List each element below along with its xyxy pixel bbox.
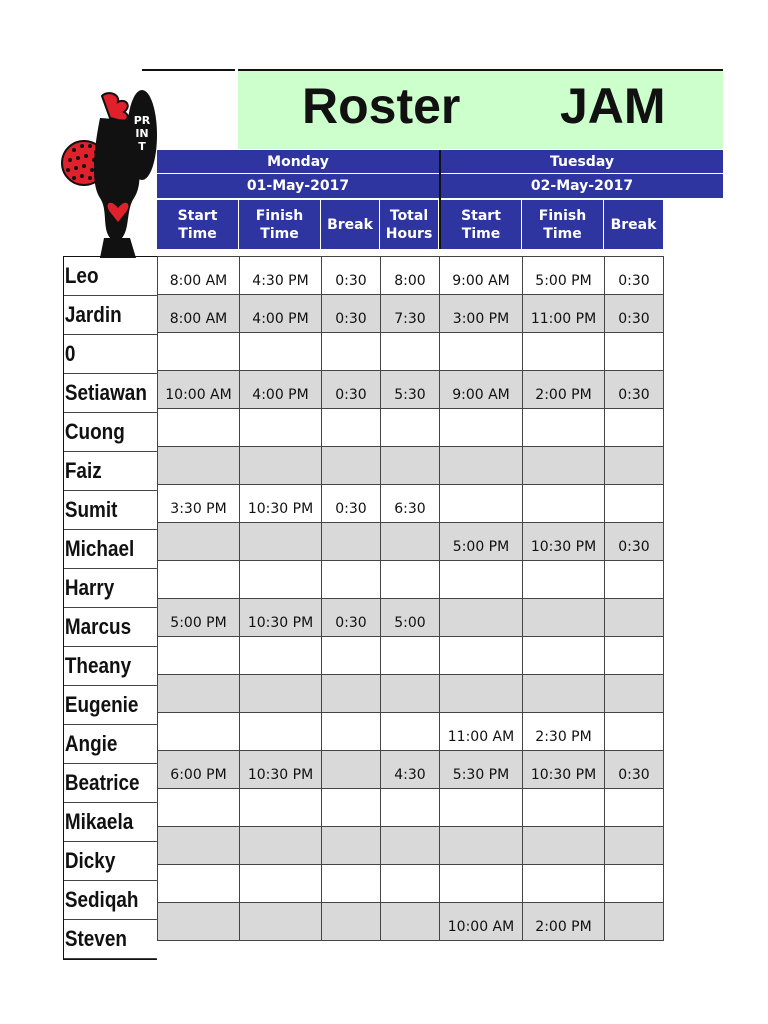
tuesday-start-cell[interactable] (440, 447, 523, 485)
table-row (158, 599, 664, 637)
monday-total-cell[interactable] (381, 333, 440, 371)
tuesday-start-cell[interactable] (440, 599, 523, 637)
tuesday-finish-cell[interactable] (523, 485, 605, 523)
tuesday-start-cell[interactable] (440, 865, 523, 903)
staff-name[interactable]: Mikaela (64, 803, 157, 842)
logo-text-line-2: IN (135, 127, 149, 140)
tuesday-break-cell[interactable] (605, 637, 664, 675)
tuesday-start-cell[interactable] (440, 637, 523, 675)
tuesday-finish-cell[interactable] (523, 409, 605, 447)
table-row (158, 447, 664, 485)
monday-start-cell[interactable]: 10:00 AM (158, 371, 240, 409)
monday-break-cell[interactable] (322, 713, 381, 751)
table-row (158, 561, 664, 599)
monday-total-cell[interactable] (381, 561, 440, 599)
monday-start-cell[interactable] (158, 637, 240, 675)
monday-total-cell[interactable] (381, 713, 440, 751)
tuesday-start-cell[interactable]: 3:00 PM (440, 295, 523, 333)
tuesday-break-cell[interactable]: 0:30 (605, 257, 664, 295)
staff-name[interactable]: Angie (64, 725, 157, 764)
monday-finish-cell[interactable] (240, 713, 322, 751)
tuesday-finish-time-header: Finish Time (522, 200, 604, 249)
monday-total-cell[interactable] (381, 865, 440, 903)
monday-finish-cell[interactable]: 10:30 PM (240, 599, 322, 637)
tuesday-break-cell[interactable] (605, 485, 664, 523)
tuesday-break-cell[interactable] (605, 409, 664, 447)
staff-name[interactable]: Faiz (64, 452, 157, 491)
staff-name[interactable]: Harry (64, 569, 157, 608)
staff-name[interactable]: Dicky (64, 842, 157, 881)
monday-total-cell[interactable] (381, 789, 440, 827)
monday-break-cell[interactable] (322, 523, 381, 561)
tuesday-break-cell[interactable] (605, 713, 664, 751)
staff-name-row (64, 569, 157, 608)
monday-total-cell[interactable] (381, 903, 440, 941)
tuesday-finish-cell[interactable] (523, 637, 605, 675)
tuesday-break-cell[interactable]: 0:30 (605, 523, 664, 561)
monday-finish-cell[interactable]: 10:30 PM (240, 485, 322, 523)
tuesday-start-cell[interactable] (440, 789, 523, 827)
staff-name-row (64, 335, 157, 374)
tuesday-finish-cell[interactable]: 5:00 PM (523, 257, 605, 295)
staff-name-row (64, 764, 157, 803)
monday-finish-cell[interactable] (240, 523, 322, 561)
staff-name-column (63, 256, 157, 960)
staff-name-row (64, 491, 157, 530)
tuesday-finish-cell[interactable] (523, 599, 605, 637)
tuesday-finish-cell[interactable]: 10:30 PM (523, 751, 605, 789)
monday-finish-cell[interactable] (240, 409, 322, 447)
tuesday-start-cell[interactable] (440, 485, 523, 523)
monday-start-cell[interactable] (158, 713, 240, 751)
monday-finish-cell[interactable] (240, 789, 322, 827)
staff-name[interactable]: 0 (64, 335, 157, 374)
tuesday-finish-cell[interactable] (523, 789, 605, 827)
tuesday-break-cell[interactable] (605, 827, 664, 865)
tuesday-break-cell[interactable] (605, 333, 664, 371)
tuesday-break-cell[interactable] (605, 447, 664, 485)
table-row (158, 865, 664, 903)
roster-table (157, 256, 664, 941)
monday-start-cell[interactable]: 8:00 AM (158, 295, 240, 333)
monday-break-cell[interactable] (322, 865, 381, 903)
table-row (158, 903, 664, 941)
monday-total-hours-header: Total Hours (380, 200, 439, 249)
monday-break-cell[interactable]: 0:30 (322, 257, 381, 295)
staff-name-row (64, 452, 157, 491)
monday-start-cell[interactable]: 5:00 PM (158, 599, 240, 637)
monday-total-cell[interactable] (381, 523, 440, 561)
monday-break-cell[interactable] (322, 447, 381, 485)
staff-name[interactable]: Sediqah (64, 881, 157, 920)
monday-break-cell[interactable]: 0:30 (322, 485, 381, 523)
tuesday-finish-cell[interactable]: 2:00 PM (523, 903, 605, 941)
monday-start-cell[interactable] (158, 561, 240, 599)
staff-name-row (64, 257, 157, 296)
monday-finish-cell[interactable] (240, 903, 322, 941)
monday-break-cell[interactable] (322, 903, 381, 941)
monday-break-cell[interactable] (322, 751, 381, 789)
tuesday-finish-cell[interactable] (523, 827, 605, 865)
monday-total-cell[interactable]: 5:30 (381, 371, 440, 409)
tuesday-finish-cell[interactable]: 11:00 PM (523, 295, 605, 333)
staff-name-row (64, 842, 157, 881)
table-row (158, 409, 664, 447)
monday-finish-cell[interactable]: 4:00 PM (240, 295, 322, 333)
monday-date-header: 01-May-2017 (157, 174, 439, 198)
monday-start-time-header: Start Time (157, 200, 239, 249)
tuesday-finish-cell[interactable] (523, 561, 605, 599)
logo-text-line-3: T (138, 140, 146, 153)
tuesday-break-cell[interactable] (605, 599, 664, 637)
monday-total-cell[interactable]: 4:30 (381, 751, 440, 789)
tuesday-finish-cell[interactable]: 2:00 PM (523, 371, 605, 409)
tuesday-date-header: 02-May-2017 (441, 174, 723, 198)
monday-start-cell[interactable] (158, 789, 240, 827)
staff-name-row (64, 647, 157, 686)
monday-start-cell[interactable] (158, 675, 240, 713)
monday-total-cell[interactable] (381, 409, 440, 447)
staff-name-row (64, 413, 157, 452)
monday-total-cell[interactable]: 8:00 (381, 257, 440, 295)
table-row (158, 789, 664, 827)
roster-title: Roster (302, 78, 461, 134)
monday-break-cell[interactable]: 0:30 (322, 295, 381, 333)
monday-start-cell[interactable] (158, 523, 240, 561)
monday-break-cell[interactable] (322, 561, 381, 599)
monday-break-cell[interactable]: 0:30 (322, 371, 381, 409)
monday-start-cell[interactable]: 6:00 PM (158, 751, 240, 789)
logo-text-line-1: PR (133, 114, 151, 127)
monday-total-cell[interactable] (381, 637, 440, 675)
staff-name-row (64, 881, 157, 920)
staff-name[interactable]: Steven (64, 920, 157, 959)
tuesday-finish-cell[interactable] (523, 333, 605, 371)
tuesday-start-cell[interactable]: 11:00 AM (440, 713, 523, 751)
table-row (158, 257, 664, 295)
staff-name-row (64, 920, 157, 959)
monday-total-cell[interactable] (381, 827, 440, 865)
monday-start-cell[interactable] (158, 447, 240, 485)
monday-break-cell[interactable] (322, 333, 381, 371)
staff-name[interactable]: Marcus (64, 608, 157, 647)
tuesday-start-time-header: Start Time (441, 200, 522, 249)
tuesday-finish-cell[interactable] (523, 865, 605, 903)
staff-name-row (64, 296, 157, 335)
monday-finish-cell[interactable] (240, 637, 322, 675)
logo-print-label (130, 114, 154, 153)
staff-name[interactable]: Michael (64, 530, 157, 569)
table-row (158, 675, 664, 713)
staff-name[interactable]: Sumit (64, 491, 157, 530)
monday-finish-cell[interactable]: 10:30 PM (240, 751, 322, 789)
table-row (158, 333, 664, 371)
monday-total-cell[interactable]: 7:30 (381, 295, 440, 333)
monday-start-cell[interactable]: 8:00 AM (158, 257, 240, 295)
tuesday-start-cell[interactable] (440, 827, 523, 865)
staff-name[interactable]: Eugenie (64, 686, 157, 725)
monday-break-cell[interactable] (322, 789, 381, 827)
table-row (158, 637, 664, 675)
tuesday-break-cell[interactable]: 0:30 (605, 751, 664, 789)
tuesday-break-header: Break (604, 200, 663, 249)
staff-name[interactable]: Beatrice (64, 764, 157, 803)
tuesday-finish-cell[interactable] (523, 447, 605, 485)
tuesday-start-cell[interactable]: 9:00 AM (440, 257, 523, 295)
monday-finish-cell[interactable] (240, 561, 322, 599)
tuesday-start-cell[interactable]: 5:00 PM (440, 523, 523, 561)
staff-name[interactable]: Jardin (64, 296, 157, 335)
monday-finish-cell[interactable]: 4:00 PM (240, 371, 322, 409)
monday-break-cell[interactable]: 0:30 (322, 599, 381, 637)
monday-break-header: Break (321, 200, 380, 249)
tuesday-start-cell[interactable] (440, 675, 523, 713)
tuesday-day-header: Tuesday (441, 150, 723, 174)
tuesday-start-cell[interactable]: 10:00 AM (440, 903, 523, 941)
monday-total-cell[interactable]: 6:30 (381, 485, 440, 523)
staff-name-row (64, 686, 157, 725)
monday-break-cell[interactable] (322, 637, 381, 675)
monday-total-cell[interactable] (381, 447, 440, 485)
tuesday-break-cell[interactable]: 0:30 (605, 371, 664, 409)
tuesday-start-cell[interactable] (440, 333, 523, 371)
tuesday-start-cell[interactable] (440, 409, 523, 447)
tuesday-break-cell[interactable] (605, 865, 664, 903)
tuesday-break-cell[interactable] (605, 789, 664, 827)
table-row (158, 827, 664, 865)
top-rule (142, 69, 235, 71)
tuesday-start-cell[interactable]: 5:30 PM (440, 751, 523, 789)
staff-name-row (64, 530, 157, 569)
staff-name-row (64, 803, 157, 842)
monday-finish-cell[interactable] (240, 827, 322, 865)
monday-finish-cell[interactable] (240, 865, 322, 903)
table-row (158, 485, 664, 523)
tuesday-start-cell[interactable]: 9:00 AM (440, 371, 523, 409)
table-row (158, 295, 664, 333)
roster-title-suffix: JAM (560, 78, 666, 134)
tuesday-break-cell[interactable]: 0:30 (605, 295, 664, 333)
staff-name-row (64, 608, 157, 647)
monday-total-cell[interactable] (381, 675, 440, 713)
monday-finish-cell[interactable] (240, 447, 322, 485)
monday-break-cell[interactable] (322, 675, 381, 713)
monday-finish-time-header: Finish Time (239, 200, 321, 249)
monday-start-cell[interactable] (158, 903, 240, 941)
staff-name-row (64, 374, 157, 413)
staff-name[interactable]: Setiawan (64, 374, 157, 413)
tuesday-finish-cell[interactable]: 10:30 PM (523, 523, 605, 561)
monday-start-cell[interactable] (158, 409, 240, 447)
tuesday-break-cell[interactable] (605, 561, 664, 599)
monday-break-cell[interactable] (322, 827, 381, 865)
staff-name[interactable]: Leo (64, 257, 157, 296)
monday-day-header: Monday (157, 150, 439, 174)
monday-finish-cell[interactable] (240, 675, 322, 713)
table-row (158, 751, 664, 789)
tuesday-break-cell[interactable] (605, 903, 664, 941)
staff-name[interactable]: Cuong (64, 413, 157, 452)
tuesday-finish-cell[interactable]: 2:30 PM (523, 713, 605, 751)
tuesday-finish-cell[interactable] (523, 675, 605, 713)
tuesday-break-cell[interactable] (605, 675, 664, 713)
table-row (158, 523, 664, 561)
table-row (158, 713, 664, 751)
staff-name-row (64, 725, 157, 764)
monday-total-cell[interactable]: 5:00 (381, 599, 440, 637)
monday-start-cell[interactable] (158, 827, 240, 865)
monday-start-cell[interactable] (158, 333, 240, 371)
monday-break-cell[interactable] (322, 409, 381, 447)
monday-start-cell[interactable]: 3:30 PM (158, 485, 240, 523)
tuesday-start-cell[interactable] (440, 561, 523, 599)
monday-finish-cell[interactable]: 4:30 PM (240, 257, 322, 295)
monday-start-cell[interactable] (158, 865, 240, 903)
staff-name[interactable]: Theany (64, 647, 157, 686)
monday-finish-cell[interactable] (240, 333, 322, 371)
table-row (158, 371, 664, 409)
